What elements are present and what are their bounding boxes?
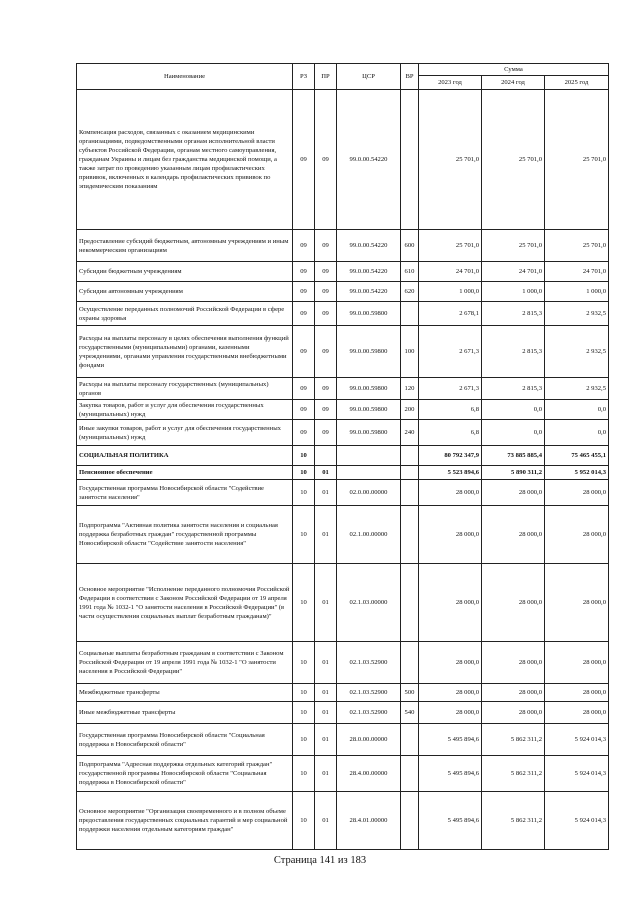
header-vr: ВР [401, 64, 419, 90]
header-name: Наименование [77, 64, 293, 90]
row-sum-2024: 25 701,0 [482, 230, 545, 262]
row-sum-2024: 5 862 311,2 [482, 756, 545, 792]
row-vr [401, 302, 419, 326]
row-rz: 10 [293, 480, 315, 506]
row-csr: 02.1.00.00000 [337, 506, 401, 564]
row-sum-2023: 28 000,0 [419, 506, 482, 564]
table-row [77, 282, 609, 302]
table-row [77, 262, 609, 282]
row-csr: 02.1.03.52900 [337, 702, 401, 724]
row-csr: 02.1.03.52900 [337, 642, 401, 684]
row-sum-2023: 5 523 894,6 [419, 466, 482, 480]
row-name: Субсидии автономным учреждениям [77, 282, 293, 302]
row-sum-2025: 75 465 455,1 [545, 446, 609, 466]
row-sum-2023: 28 000,0 [419, 702, 482, 724]
row-name: Государственная программа Новосибирской области "Социальная поддержка в Новосибирской области" [77, 724, 293, 756]
row-rz: 10 [293, 684, 315, 702]
row-vr: 600 [401, 230, 419, 262]
row-csr: 28.4.00.00000 [337, 756, 401, 792]
row-rz: 10 [293, 756, 315, 792]
row-sum-2024: 2 815,3 [482, 378, 545, 400]
table-row [77, 302, 609, 326]
row-pr: 09 [315, 326, 337, 378]
row-vr [401, 792, 419, 850]
row-pr [315, 446, 337, 466]
row-csr: 99.0.00.54220 [337, 230, 401, 262]
row-sum-2025: 5 924 014,3 [545, 756, 609, 792]
row-sum-2023: 6,8 [419, 420, 482, 446]
row-sum-2023: 24 701,0 [419, 262, 482, 282]
row-sum-2025: 28 000,0 [545, 642, 609, 684]
table-row [77, 400, 609, 420]
header-year-2023: 2023 год [419, 76, 482, 90]
row-rz: 10 [293, 702, 315, 724]
row-csr: 99.0.00.59800 [337, 326, 401, 378]
row-rz: 10 [293, 446, 315, 466]
row-vr [401, 90, 419, 230]
table-row [77, 702, 609, 724]
row-pr: 01 [315, 684, 337, 702]
row-rz: 10 [293, 564, 315, 642]
row-pr: 09 [315, 420, 337, 446]
row-name: Компенсация расходов, связанных с оказанием медицинскими организациями, подведомственными органам исполнительной власти субъектов Российской Федерации, органам местного самоуправления, гражданам Украины и лицам без гражданства медицинской помощи, а также затрат по проведению указанным лицам профилактических прививок, включенных в календарь профилактических прививок по эпидемическим показаниям [77, 90, 293, 230]
row-name: Расходы на выплаты персоналу в целях обеспечения выполнения функций государственными (муниципальными) органами, казенными учреждениями, органами управления государственными внебюджетными фондами [77, 326, 293, 378]
row-sum-2025: 2 932,5 [545, 302, 609, 326]
row-sum-2025: 28 000,0 [545, 506, 609, 564]
row-name: Осуществление переданных полномочий Российской Федерации в сфере охраны здоровья [77, 302, 293, 326]
row-name: Основное мероприятие "Исполнение переданного полномочия Российской Федерации в соответствии с Законом Российской Федерации от 19 апреля 1991 года № 1032-1 "О занятости населения в Российской Федерации" (в части осуществления социальных выплат безработным гражданам)" [77, 564, 293, 642]
row-rz: 09 [293, 400, 315, 420]
row-rz: 09 [293, 378, 315, 400]
table-row [77, 230, 609, 262]
row-sum-2024: 28 000,0 [482, 642, 545, 684]
row-pr: 01 [315, 756, 337, 792]
row-sum-2025: 24 701,0 [545, 262, 609, 282]
row-name: Социальные выплаты безработным гражданам в соответствии с Законом Российской Федерации от 19 апреля 1991 года № 1032-1 "О занятости населения в Российской Федерации" [77, 642, 293, 684]
row-sum-2023: 28 000,0 [419, 642, 482, 684]
page-number: Страница 141 из 183 [273, 855, 367, 866]
row-sum-2023: 2 671,3 [419, 326, 482, 378]
row-vr [401, 564, 419, 642]
row-sum-2024: 28 000,0 [482, 506, 545, 564]
table-row [77, 506, 609, 564]
row-rz: 10 [293, 724, 315, 756]
row-rz: 09 [293, 90, 315, 230]
row-csr [337, 466, 401, 480]
row-pr: 01 [315, 506, 337, 564]
row-csr: 02.0.00.00000 [337, 480, 401, 506]
header-rz: РЗ [293, 64, 315, 90]
header-year-2025: 2025 год [545, 76, 609, 90]
table-row [77, 326, 609, 378]
row-sum-2024: 2 815,3 [482, 326, 545, 378]
row-sum-2025: 0,0 [545, 400, 609, 420]
row-sum-2025: 5 924 014,3 [545, 792, 609, 850]
row-vr: 500 [401, 684, 419, 702]
row-vr: 200 [401, 400, 419, 420]
header-sum: Сумма [419, 64, 609, 76]
row-sum-2024: 1 000,0 [482, 282, 545, 302]
row-pr: 09 [315, 400, 337, 420]
row-sum-2025: 25 701,0 [545, 230, 609, 262]
row-name: Пенсионное обеспечение [77, 466, 293, 480]
table-row [77, 642, 609, 684]
row-sum-2023: 2 671,3 [419, 378, 482, 400]
row-sum-2023: 6,8 [419, 400, 482, 420]
table-row [77, 378, 609, 400]
table-row [77, 466, 609, 480]
row-pr: 09 [315, 302, 337, 326]
row-csr: 02.1.03.00000 [337, 564, 401, 642]
row-sum-2023: 28 000,0 [419, 480, 482, 506]
table-row [77, 756, 609, 792]
row-sum-2023: 5 495 894,6 [419, 756, 482, 792]
row-csr: 99.0.00.59800 [337, 378, 401, 400]
row-csr: 99.0.00.54220 [337, 90, 401, 230]
table-row [77, 446, 609, 466]
row-pr: 01 [315, 564, 337, 642]
row-rz: 10 [293, 466, 315, 480]
row-vr [401, 756, 419, 792]
row-sum-2024: 28 000,0 [482, 564, 545, 642]
row-rz: 09 [293, 302, 315, 326]
row-pr: 01 [315, 480, 337, 506]
row-pr: 09 [315, 90, 337, 230]
row-rz: 10 [293, 506, 315, 564]
row-vr [401, 446, 419, 466]
row-rz: 09 [293, 326, 315, 378]
row-csr [337, 446, 401, 466]
row-name: Закупка товаров, работ и услуг для обеспечения государственных (муниципальных) нужд [77, 400, 293, 420]
row-sum-2025: 5 924 014,3 [545, 724, 609, 756]
row-sum-2025: 25 701,0 [545, 90, 609, 230]
row-sum-2023: 1 000,0 [419, 282, 482, 302]
row-sum-2025: 5 952 014,3 [545, 466, 609, 480]
row-name: СОЦИАЛЬНАЯ ПОЛИТИКА [77, 446, 293, 466]
row-vr: 610 [401, 262, 419, 282]
row-name: Межбюджетные трансферты [77, 684, 293, 702]
row-sum-2023: 28 000,0 [419, 684, 482, 702]
row-csr: 99.0.00.54220 [337, 282, 401, 302]
row-sum-2024: 28 000,0 [482, 702, 545, 724]
row-pr: 09 [315, 262, 337, 282]
row-sum-2023: 80 792 347,9 [419, 446, 482, 466]
row-vr: 240 [401, 420, 419, 446]
row-sum-2025: 28 000,0 [545, 684, 609, 702]
row-pr: 01 [315, 466, 337, 480]
row-pr: 01 [315, 792, 337, 850]
row-rz: 09 [293, 262, 315, 282]
row-csr: 28.4.01.00000 [337, 792, 401, 850]
budget-table [76, 63, 609, 850]
table-row [77, 792, 609, 850]
row-pr: 09 [315, 282, 337, 302]
row-sum-2023: 25 701,0 [419, 90, 482, 230]
row-name: Расходы на выплаты персоналу государственных (муниципальных) органов [77, 378, 293, 400]
row-rz: 10 [293, 642, 315, 684]
row-sum-2024: 5 890 311,2 [482, 466, 545, 480]
row-name: Субсидии бюджетным учреждениям [77, 262, 293, 282]
row-sum-2025: 1 000,0 [545, 282, 609, 302]
row-csr: 99.0.00.59800 [337, 302, 401, 326]
row-csr: 99.0.00.59800 [337, 420, 401, 446]
row-sum-2025: 0,0 [545, 420, 609, 446]
row-vr [401, 466, 419, 480]
row-sum-2025: 28 000,0 [545, 480, 609, 506]
table-row [77, 564, 609, 642]
row-sum-2024: 24 701,0 [482, 262, 545, 282]
row-vr [401, 506, 419, 564]
row-csr: 28.0.00.00000 [337, 724, 401, 756]
row-csr: 02.1.03.52900 [337, 684, 401, 702]
row-sum-2024: 0,0 [482, 400, 545, 420]
row-rz: 09 [293, 230, 315, 262]
table-row [77, 724, 609, 756]
row-name: Государственная программа Новосибирской области "Содействие занятости населения" [77, 480, 293, 506]
row-rz: 09 [293, 282, 315, 302]
table-row [77, 480, 609, 506]
row-vr: 100 [401, 326, 419, 378]
row-name: Подпрограмма "Адресная поддержка отдельных категорий граждан" государственной программы Новосибирской области "Социальная поддержка в Новосибирской области" [77, 756, 293, 792]
row-rz: 09 [293, 420, 315, 446]
header-csr: ЦСР [337, 64, 401, 90]
table-row [77, 684, 609, 702]
row-vr: 540 [401, 702, 419, 724]
row-sum-2024: 2 815,3 [482, 302, 545, 326]
row-name: Предоставление субсидий бюджетным, автономным учреждениям и иным некоммерческим организациям [77, 230, 293, 262]
table-row [77, 90, 609, 230]
row-sum-2024: 28 000,0 [482, 684, 545, 702]
row-sum-2023: 5 495 894,6 [419, 724, 482, 756]
row-csr: 99.0.00.54220 [337, 262, 401, 282]
row-vr [401, 724, 419, 756]
row-sum-2024: 25 701,0 [482, 90, 545, 230]
row-sum-2025: 28 000,0 [545, 564, 609, 642]
row-vr [401, 480, 419, 506]
row-csr: 99.0.00.59800 [337, 400, 401, 420]
row-rz: 10 [293, 792, 315, 850]
row-pr: 01 [315, 702, 337, 724]
row-sum-2025: 2 932,5 [545, 378, 609, 400]
table-row [77, 420, 609, 446]
row-pr: 01 [315, 724, 337, 756]
row-pr: 09 [315, 378, 337, 400]
row-pr: 09 [315, 230, 337, 262]
row-sum-2024: 28 000,0 [482, 480, 545, 506]
header-pr: ПР [315, 64, 337, 90]
row-name: Основное мероприятие "Организация своевременного и в полном объеме предоставления государственных социальных гарантий и мер социальной поддержки населения отдельным категориям граждан" [77, 792, 293, 850]
row-name: Иные закупки товаров, работ и услуг для обеспечения государственных (муниципальных) нужд [77, 420, 293, 446]
header-year-2024: 2024 год [482, 76, 545, 90]
row-sum-2023: 25 701,0 [419, 230, 482, 262]
row-vr [401, 642, 419, 684]
row-sum-2023: 5 495 894,6 [419, 792, 482, 850]
row-name: Иные межбюджетные трансферты [77, 702, 293, 724]
row-name: Подпрограмма "Активная политика занятости населения и социальная поддержка безработных граждан" государственной программы Новосибирской области "Содействие занятости населения" [77, 506, 293, 564]
row-vr: 620 [401, 282, 419, 302]
row-sum-2024: 73 885 885,4 [482, 446, 545, 466]
row-sum-2023: 2 678,1 [419, 302, 482, 326]
row-vr: 120 [401, 378, 419, 400]
row-sum-2025: 2 932,5 [545, 326, 609, 378]
table-body [77, 90, 609, 850]
row-sum-2024: 5 862 311,2 [482, 792, 545, 850]
row-sum-2024: 0,0 [482, 420, 545, 446]
row-pr: 01 [315, 642, 337, 684]
row-sum-2025: 28 000,0 [545, 702, 609, 724]
row-sum-2023: 28 000,0 [419, 564, 482, 642]
row-sum-2024: 5 862 311,2 [482, 724, 545, 756]
